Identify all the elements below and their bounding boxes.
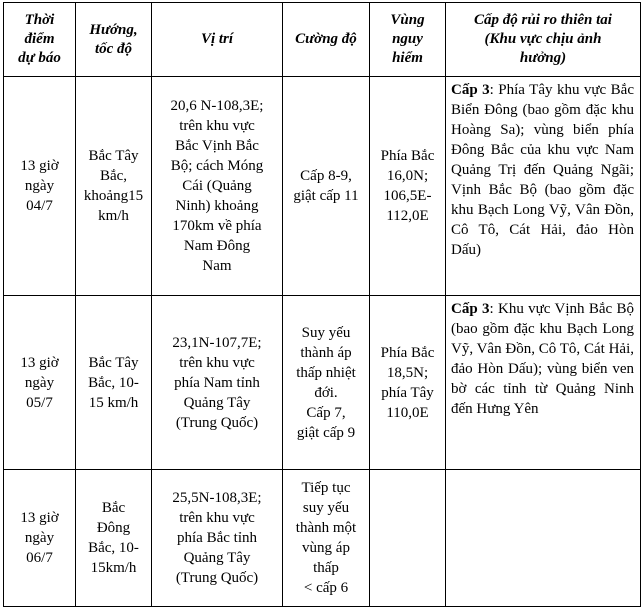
header-direction: Hướng, tốc độ xyxy=(76,3,152,77)
cell-risk xyxy=(446,470,641,607)
cell-intensity: Suy yếu thành áp thấp nhiệt đới. Cấp 7, giật cấp 9 xyxy=(283,296,370,470)
header-danger-zone: Vùng nguy hiểm xyxy=(370,3,446,77)
cell-direction: Bắc Đông Bắc, 10- 15km/h xyxy=(76,470,152,607)
cell-time: 13 giờ ngày 04/7 xyxy=(4,77,76,296)
cell-direction: Bắc Tây Bắc, khoảng15 km/h xyxy=(76,77,152,296)
risk-level: Cấp 3 xyxy=(451,82,490,98)
cell-position: 23,1N-107,7E; trên khu vực phía Nam tỉnh Quảng Tây (Trung Quốc) xyxy=(152,296,283,470)
cell-direction: Bắc Tây Bắc, 10- 15 km/h xyxy=(76,296,152,470)
cell-risk xyxy=(446,296,641,470)
cell-time: 13 giờ ngày 05/7 xyxy=(4,296,76,470)
cell-position: 25,5N-108,3E; trên khu vực phía Bắc tỉnh Quảng Tây (Trung Quốc) xyxy=(152,470,283,607)
cell-time: 13 giờ ngày 06/7 xyxy=(4,470,76,607)
table-row xyxy=(4,77,641,296)
cell-danger-zone: Phía Bắc 16,0N; 106,5E- 112,0E xyxy=(370,77,446,296)
table-row xyxy=(4,296,641,470)
cell-danger-zone: Phía Bắc 18,5N; phía Tây 110,0E xyxy=(370,296,446,470)
cell-risk xyxy=(446,77,641,296)
header-risk-level: Cấp độ rủi ro thiên tai (Khu vực chịu ảnh hưởng) xyxy=(446,3,641,77)
cell-position: 20,6 N-108,3E; trên khu vực Bắc Vịnh Bắc Bộ; cách Móng Cái (Quảng Ninh) khoảng 170km về phía Nam Đông Nam xyxy=(152,77,283,296)
risk-text: : Phía Tây khu vực Bắc Biển Đông (bao gồm đặc khu Hoàng Sa); vùng biển phía Đông Bắc của khu vực Nam Quảng Trị đến Quảng Ngãi; Vịnh Bắc Bộ (bao gồm đặc khu Bạch Long Vỹ, Vân Đồn, Cô Tô, Cát Hải, đảo Hòn Dấu) xyxy=(451,82,634,258)
risk-level: Cấp 3 xyxy=(451,301,490,317)
header-position: Vị trí xyxy=(152,3,283,77)
forecast-table xyxy=(3,2,641,607)
header-row xyxy=(4,3,641,77)
risk-text: : Khu vực Vịnh Bắc Bộ (bao gồm đặc khu Bạch Long Vỹ, Vân Đồn, Cô Tô, Cát Hải, đảo Hòn Dấu); vùng biển ven bờ các tỉnh từ Quảng Ninh đến Hưng Yên xyxy=(451,301,634,417)
cell-intensity: Cấp 8-9, giật cấp 11 xyxy=(283,77,370,296)
header-intensity: Cường độ xyxy=(283,3,370,77)
table-row xyxy=(4,470,641,607)
header-time: Thời điểm dự báo xyxy=(4,3,76,77)
cell-danger-zone xyxy=(370,470,446,607)
cell-intensity: Tiếp tục suy yếu thành một vùng áp thấp < cấp 6 xyxy=(283,470,370,607)
